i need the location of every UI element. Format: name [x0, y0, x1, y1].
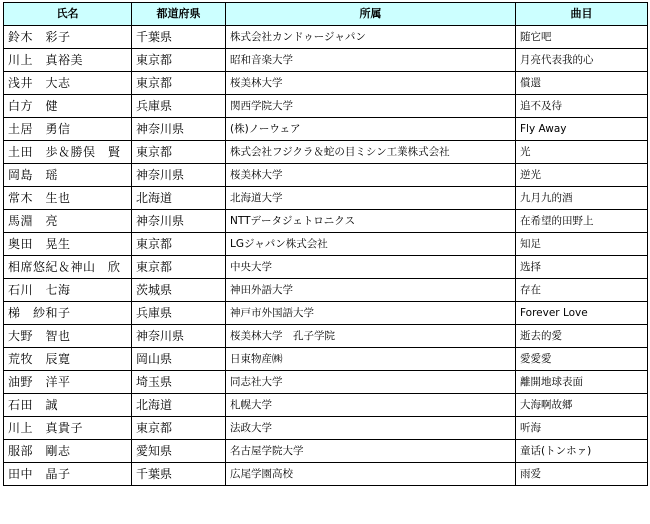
song-cell: 月亮代表我的心: [516, 49, 648, 72]
song-cell: 在希望的田野上: [516, 210, 648, 233]
song-cell: 追不及待: [516, 95, 648, 118]
prefecture-cell: 兵庫県: [132, 95, 226, 118]
table-row: [4, 394, 648, 417]
name-cell: 大野 智也: [4, 325, 132, 348]
song-cell: 雨爱: [516, 463, 648, 486]
prefecture-cell: 神奈川県: [132, 210, 226, 233]
table-row: [4, 371, 648, 394]
prefecture-cell: 東京都: [132, 417, 226, 440]
prefecture-cell: 神奈川県: [132, 118, 226, 141]
affiliation-cell: LGジャパン株式会社: [226, 233, 516, 256]
header-song: 曲目: [516, 3, 648, 26]
name-cell: 白方 健: [4, 95, 132, 118]
prefecture-cell: 東京都: [132, 49, 226, 72]
prefecture-cell: 東京都: [132, 141, 226, 164]
song-cell: 存在: [516, 279, 648, 302]
prefecture-cell: 兵庫県: [132, 302, 226, 325]
table-row: [4, 256, 648, 279]
prefecture-cell: 神奈川県: [132, 325, 226, 348]
table-row: [4, 463, 648, 486]
table-row: [4, 325, 648, 348]
name-cell: 服部 剛志: [4, 440, 132, 463]
participants-table: [3, 2, 648, 486]
affiliation-cell: 北海道大学: [226, 187, 516, 210]
table-row: [4, 72, 648, 95]
prefecture-cell: 北海道: [132, 187, 226, 210]
prefecture-cell: 埼玉県: [132, 371, 226, 394]
prefecture-cell: 東京都: [132, 72, 226, 95]
song-cell: 光: [516, 141, 648, 164]
table-row: [4, 49, 648, 72]
affiliation-cell: 株式会社カンドゥージャパン: [226, 26, 516, 49]
song-cell: 知足: [516, 233, 648, 256]
name-cell: 鈴木 彩子: [4, 26, 132, 49]
table-row: [4, 95, 648, 118]
affiliation-cell: 桜美林大学: [226, 164, 516, 187]
prefecture-cell: 千葉県: [132, 463, 226, 486]
affiliation-cell: 株式会社フジクラ＆蛇の目ミシン工業株式会社: [226, 141, 516, 164]
table-row: [4, 26, 648, 49]
header-name: 氏名: [4, 3, 132, 26]
song-cell: 離開地球表面: [516, 371, 648, 394]
name-cell: 石田 誠: [4, 394, 132, 417]
song-cell: 逝去的愛: [516, 325, 648, 348]
prefecture-cell: 東京都: [132, 256, 226, 279]
affiliation-cell: (株)ノーウェア: [226, 118, 516, 141]
table-row: [4, 302, 648, 325]
song-cell: 逆光: [516, 164, 648, 187]
table-row: [4, 210, 648, 233]
table-row: [4, 440, 648, 463]
name-cell: 川上 真裕美: [4, 49, 132, 72]
affiliation-cell: 日東物産㈱: [226, 348, 516, 371]
header-row: [4, 3, 648, 26]
table-row: [4, 233, 648, 256]
affiliation-cell: 法政大学: [226, 417, 516, 440]
prefecture-cell: 岡山県: [132, 348, 226, 371]
name-cell: 馬淵 亮: [4, 210, 132, 233]
song-cell: 九月九的酒: [516, 187, 648, 210]
name-cell: 土田 歩＆勝俣 賢: [4, 141, 132, 164]
table-row: [4, 279, 648, 302]
prefecture-cell: 東京都: [132, 233, 226, 256]
name-cell: 奥田 晃生: [4, 233, 132, 256]
affiliation-cell: 昭和音楽大学: [226, 49, 516, 72]
name-cell: 油野 洋平: [4, 371, 132, 394]
header-affiliation: 所属: [226, 3, 516, 26]
table-row: [4, 118, 648, 141]
table-row: [4, 417, 648, 440]
name-cell: 梯 紗和子: [4, 302, 132, 325]
table-row: [4, 141, 648, 164]
name-cell: 常木 生也: [4, 187, 132, 210]
song-cell: Forever Love: [516, 302, 648, 325]
table-body: [4, 26, 648, 486]
song-cell: 随它吧: [516, 26, 648, 49]
song-cell: Fly Away: [516, 118, 648, 141]
name-cell: 田中 晶子: [4, 463, 132, 486]
affiliation-cell: NTTデータジェトロニクス: [226, 210, 516, 233]
prefecture-cell: 茨城県: [132, 279, 226, 302]
prefecture-cell: 北海道: [132, 394, 226, 417]
name-cell: 荒牧 辰寛: [4, 348, 132, 371]
name-cell: 岡島 瑶: [4, 164, 132, 187]
song-cell: 大海啊故郷: [516, 394, 648, 417]
affiliation-cell: 広尾学園高校: [226, 463, 516, 486]
song-cell: 童话(トンホァ): [516, 440, 648, 463]
name-cell: 相席悠紀＆神山 欣: [4, 256, 132, 279]
song-cell: 愛愛愛: [516, 348, 648, 371]
song-cell: 选择: [516, 256, 648, 279]
table-row: [4, 187, 648, 210]
prefecture-cell: 神奈川県: [132, 164, 226, 187]
affiliation-cell: 札幌大学: [226, 394, 516, 417]
affiliation-cell: 桜美林大学: [226, 72, 516, 95]
name-cell: 川上 真貴子: [4, 417, 132, 440]
affiliation-cell: 中央大学: [226, 256, 516, 279]
table-row: [4, 164, 648, 187]
affiliation-cell: 同志社大学: [226, 371, 516, 394]
song-cell: 听海: [516, 417, 648, 440]
header-prefecture: 都道府県: [132, 3, 226, 26]
affiliation-cell: 神田外語大学: [226, 279, 516, 302]
prefecture-cell: 千葉県: [132, 26, 226, 49]
affiliation-cell: 関西学院大学: [226, 95, 516, 118]
prefecture-cell: 愛知県: [132, 440, 226, 463]
name-cell: 浅井 大志: [4, 72, 132, 95]
song-cell: 償還: [516, 72, 648, 95]
name-cell: 土居 勇信: [4, 118, 132, 141]
affiliation-cell: 名古屋学院大学: [226, 440, 516, 463]
table-row: [4, 348, 648, 371]
affiliation-cell: 桜美林大学 孔子学院: [226, 325, 516, 348]
name-cell: 石川 七海: [4, 279, 132, 302]
affiliation-cell: 神戸市外国語大学: [226, 302, 516, 325]
